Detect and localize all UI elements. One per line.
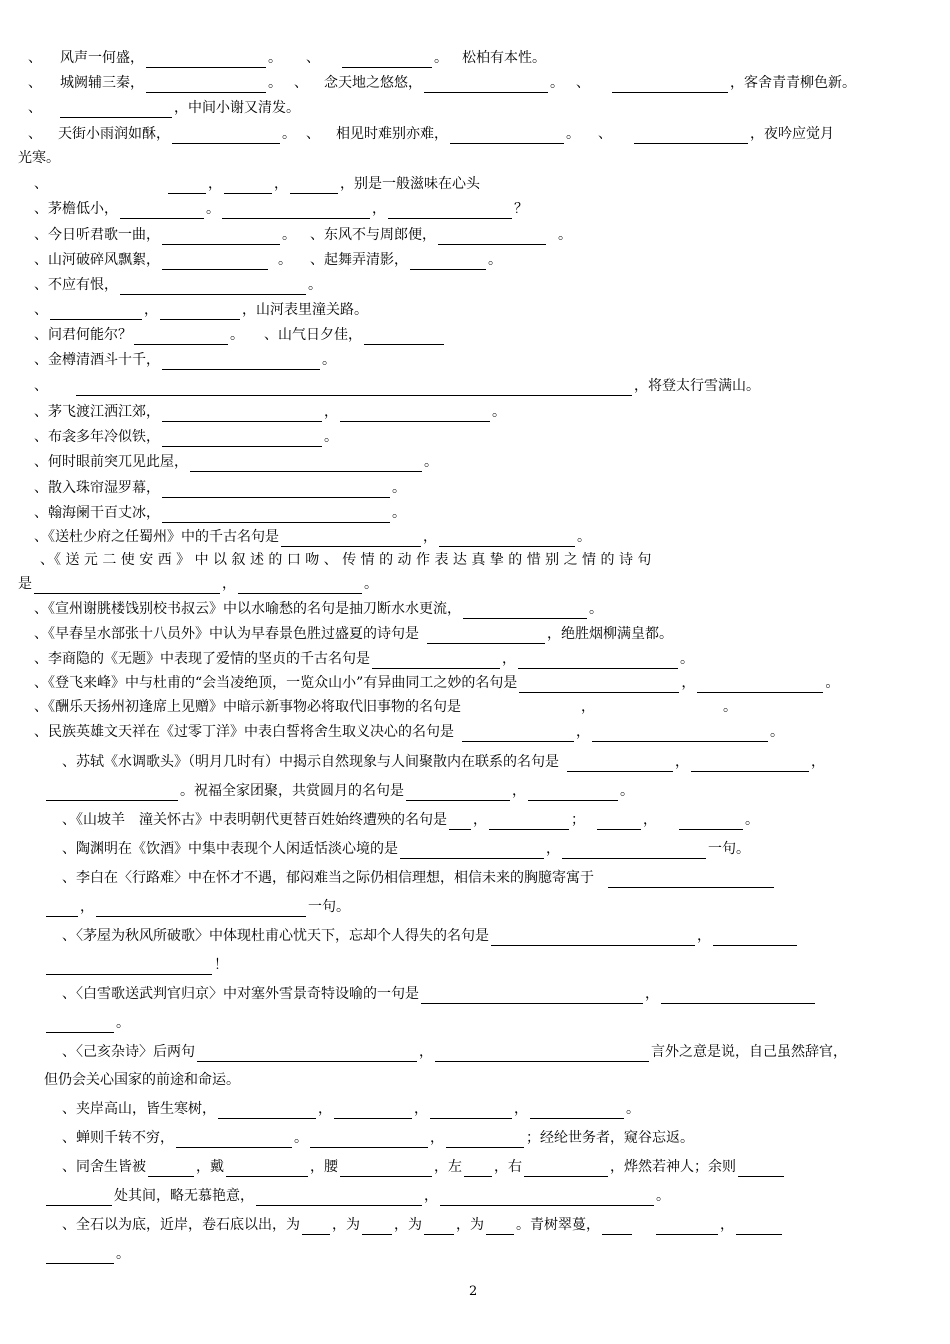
verse-text: 、〈白雪歌送武判官归京〉中对塞外雪景奇特设喻的一句是 bbox=[62, 986, 419, 1002]
verse-text: 。 bbox=[745, 812, 759, 828]
verse-text: 。 bbox=[723, 699, 737, 715]
answer-blank[interactable] bbox=[162, 431, 322, 447]
verse-text: ， bbox=[318, 1101, 332, 1117]
question-row bbox=[62, 926, 799, 946]
question-row bbox=[62, 984, 817, 1004]
verse-text: 。 bbox=[825, 675, 840, 691]
verse-text: ， bbox=[811, 754, 825, 770]
verse-text: 。 bbox=[268, 75, 282, 91]
question-number: 、 bbox=[34, 378, 48, 394]
answer-blank[interactable] bbox=[597, 814, 641, 830]
question-row bbox=[34, 376, 760, 396]
verse-text: ，山河表里潼关路。 bbox=[242, 302, 368, 318]
verse-text: 、今日听君歌一曲， bbox=[34, 227, 160, 243]
verse-text: 。 bbox=[364, 576, 378, 592]
verse-text: 但仍会关心国家的前途和命运。 bbox=[44, 1072, 240, 1088]
question-row bbox=[34, 452, 438, 472]
answer-blank[interactable] bbox=[96, 901, 306, 917]
verse-text: ，左 bbox=[434, 1159, 462, 1175]
verse-text: 。 bbox=[424, 454, 438, 470]
answer-blank[interactable] bbox=[464, 1161, 492, 1177]
verse-text: ，别是一般滋味在心头 bbox=[340, 176, 480, 192]
answer-blank[interactable] bbox=[435, 1046, 649, 1062]
answer-blank[interactable] bbox=[76, 380, 632, 396]
question-row bbox=[34, 478, 406, 498]
question-row-continued bbox=[44, 1070, 240, 1090]
verse-text: 、何时眼前突兀见此屋， bbox=[34, 454, 188, 470]
verse-text: ， bbox=[414, 1101, 428, 1117]
verse-text: 。 bbox=[282, 126, 296, 142]
verse-text: ， bbox=[473, 812, 487, 828]
verse-text: ， bbox=[324, 404, 338, 420]
verse-text: 、散入珠帘湿罗幕， bbox=[34, 480, 160, 496]
verse-text: 、东风不与周郎便， bbox=[310, 227, 436, 243]
question-row bbox=[34, 199, 528, 219]
question-row bbox=[62, 1128, 694, 1148]
verse-text: ，腰 bbox=[310, 1159, 338, 1175]
verse-text: ，为 bbox=[394, 1217, 422, 1233]
answer-blank[interactable] bbox=[168, 178, 206, 194]
verse-text: ，夜吟应觉月 bbox=[750, 126, 834, 142]
verse-text: ，右 bbox=[494, 1159, 522, 1175]
answer-blank[interactable] bbox=[440, 1190, 654, 1206]
verse-text: 。 bbox=[116, 1015, 130, 1031]
question-row bbox=[28, 124, 834, 144]
answer-blank[interactable] bbox=[46, 1017, 114, 1033]
answer-blank[interactable] bbox=[438, 229, 546, 245]
verse-text: 。 bbox=[392, 480, 406, 496]
verse-text: ；经纶世务者，窥谷忘返。 bbox=[526, 1130, 694, 1146]
answer-blank[interactable] bbox=[146, 52, 266, 68]
answer-blank[interactable] bbox=[439, 531, 575, 547]
question-row bbox=[28, 73, 856, 93]
verse-text: 。 bbox=[680, 651, 694, 667]
answer-blank[interactable] bbox=[406, 785, 510, 801]
verse-text: 处其间，略无慕艳意， bbox=[114, 1188, 254, 1204]
verse-text: ， bbox=[643, 812, 657, 828]
verse-text: 。 bbox=[230, 327, 244, 343]
question-row bbox=[34, 599, 603, 619]
verse-text: ，为 bbox=[332, 1217, 360, 1233]
verse-text: ， bbox=[675, 754, 689, 770]
question-row bbox=[34, 225, 572, 245]
verse-text: 一句。 bbox=[708, 841, 750, 857]
verse-text: ， bbox=[372, 201, 386, 217]
answer-blank[interactable] bbox=[421, 988, 643, 1004]
question-row bbox=[34, 697, 737, 717]
question-row bbox=[34, 325, 446, 345]
question-row-continued bbox=[44, 1244, 130, 1264]
verse-text: ， bbox=[80, 899, 94, 915]
answer-blank[interactable] bbox=[713, 930, 797, 946]
answer-blank[interactable] bbox=[50, 304, 142, 320]
answer-blank[interactable] bbox=[519, 677, 679, 693]
verse-text: ， bbox=[208, 176, 222, 192]
verse-text: 。 bbox=[268, 50, 282, 66]
answer-blank[interactable] bbox=[697, 677, 823, 693]
answer-blank[interactable] bbox=[567, 756, 673, 772]
verse-text: 城阙辅三秦， bbox=[60, 75, 144, 91]
verse-text: ，绝胜烟柳满皇都。 bbox=[547, 626, 673, 642]
question-row-continued bbox=[18, 148, 60, 168]
question-row-continued bbox=[44, 955, 228, 975]
verse-text: ， bbox=[430, 1130, 444, 1146]
answer-blank[interactable] bbox=[120, 203, 204, 219]
verse-text: 、翰海阑干百丈冰， bbox=[34, 505, 160, 521]
verse-text: ，将登太行雪满山。 bbox=[634, 378, 760, 394]
verse-text: 、起舞弄清影， bbox=[310, 252, 408, 268]
verse-text: 。 bbox=[324, 429, 338, 445]
verse-text: 。 bbox=[322, 352, 336, 368]
answer-blank[interactable] bbox=[518, 653, 678, 669]
answer-blank[interactable] bbox=[528, 785, 618, 801]
question-row bbox=[62, 1215, 784, 1235]
verse-text: ， bbox=[546, 841, 560, 857]
answer-blank[interactable] bbox=[46, 901, 78, 917]
verse-text: 。 bbox=[206, 201, 220, 217]
answer-blank[interactable] bbox=[530, 1103, 624, 1119]
verse-text: 、苏轼《水调歌头》（明月几时有）中揭示自然现象与人间聚散内在联系的名句是 bbox=[62, 754, 559, 770]
verse-text: 。 bbox=[308, 277, 322, 293]
verse-text: 。 bbox=[434, 50, 448, 66]
verse-text: 、布衾多年冷似铁， bbox=[34, 429, 160, 445]
verse-text: 、《宣州谢朓楼饯别校书叔云》中以水喻愁的名句是抽刀断水水更流， bbox=[34, 601, 461, 617]
answer-blank[interactable] bbox=[224, 178, 272, 194]
answer-blank[interactable] bbox=[489, 814, 569, 830]
answer-blank[interactable] bbox=[162, 482, 390, 498]
question-row bbox=[34, 503, 406, 523]
answer-blank[interactable] bbox=[120, 279, 306, 295]
question-row bbox=[62, 868, 776, 888]
answer-blank[interactable] bbox=[46, 959, 212, 975]
answer-blank[interactable] bbox=[424, 77, 548, 93]
verse-text: 、李商隐的《无题》中表现了爱情的坚贞的千古名句是 bbox=[34, 651, 370, 667]
verse-text: 、《山坡羊 潼关怀古》中表明朝代更替百姓始终遭殃的名句是 bbox=[62, 812, 447, 828]
question-number: 、 bbox=[34, 302, 48, 318]
answer-blank[interactable] bbox=[362, 1219, 392, 1235]
answer-blank[interactable] bbox=[148, 1161, 194, 1177]
answer-blank[interactable] bbox=[736, 1219, 782, 1235]
answer-blank[interactable] bbox=[162, 229, 280, 245]
verse-text: 。 bbox=[492, 404, 506, 420]
verse-text: ， bbox=[274, 176, 288, 192]
answer-blank[interactable] bbox=[524, 1161, 608, 1177]
answer-blank[interactable] bbox=[334, 1103, 412, 1119]
answer-blank[interactable] bbox=[290, 178, 338, 194]
verse-text: 、《酬乐天扬州初逢席上见赠》中暗示新事物必将取代旧事物的名句是 bbox=[34, 699, 461, 715]
verse-text: 。 bbox=[282, 227, 296, 243]
answer-blank[interactable] bbox=[60, 102, 172, 118]
answer-blank[interactable] bbox=[218, 1103, 316, 1119]
verse-text: 相见时难别亦难， bbox=[336, 126, 448, 142]
question-row bbox=[34, 275, 322, 295]
question-row bbox=[40, 550, 651, 570]
verse-text: ， bbox=[581, 699, 595, 715]
question-number: 、 bbox=[34, 176, 48, 192]
answer-blank[interactable] bbox=[388, 203, 512, 219]
question-row-continued bbox=[44, 897, 350, 917]
question-row bbox=[28, 48, 546, 68]
verse-text: 、不应有恨， bbox=[34, 277, 118, 293]
answer-blank[interactable] bbox=[172, 128, 280, 144]
verse-text: ， bbox=[514, 1101, 528, 1117]
answer-blank[interactable] bbox=[661, 988, 815, 1004]
answer-blank[interactable] bbox=[340, 1161, 432, 1177]
answer-blank[interactable] bbox=[738, 1161, 784, 1177]
answer-blank[interactable] bbox=[592, 726, 768, 742]
verse-text: 。 bbox=[626, 1101, 640, 1117]
answer-blank[interactable] bbox=[160, 304, 240, 320]
answer-blank[interactable] bbox=[34, 578, 220, 594]
verse-text: 、蝉则千转不穷， bbox=[62, 1130, 174, 1146]
answer-blank[interactable] bbox=[342, 52, 432, 68]
verse-text: 。 bbox=[620, 783, 634, 799]
answer-blank[interactable] bbox=[46, 785, 178, 801]
verse-text: ， bbox=[645, 986, 659, 1002]
verse-text: 。 bbox=[550, 75, 564, 91]
verse-text: 天街小雨润如酥， bbox=[58, 126, 170, 142]
verse-text: 一句。 bbox=[308, 899, 350, 915]
answer-blank[interactable] bbox=[679, 814, 743, 830]
question-row bbox=[62, 1042, 847, 1062]
question-row bbox=[34, 350, 336, 370]
answer-blank[interactable] bbox=[256, 1190, 422, 1206]
answer-blank[interactable] bbox=[602, 1219, 632, 1235]
question-row-continued bbox=[44, 1013, 130, 1033]
verse-text: ， bbox=[222, 576, 236, 592]
verse-text: 。 bbox=[558, 227, 572, 243]
question-number: 、 bbox=[576, 75, 590, 91]
answer-blank[interactable] bbox=[446, 1132, 524, 1148]
question-row bbox=[34, 300, 368, 320]
question-number: 、 bbox=[28, 100, 42, 116]
question-row bbox=[34, 624, 673, 644]
verse-text: ，烨然若神人；余则 bbox=[610, 1159, 736, 1175]
question-row bbox=[62, 752, 825, 772]
answer-blank[interactable] bbox=[400, 843, 544, 859]
verse-text: 松柏有本性。 bbox=[462, 50, 546, 66]
verse-text: 、《登飞来峰》中与杜甫的“会当凌绝顶，一览众山小”有异曲同工之妙的名句是 bbox=[34, 675, 518, 691]
answer-blank[interactable] bbox=[226, 1161, 308, 1177]
verse-text: 。 bbox=[577, 529, 591, 545]
verse-text: 。 bbox=[116, 1246, 130, 1262]
answer-blank[interactable] bbox=[46, 1190, 112, 1206]
answer-blank[interactable] bbox=[608, 872, 774, 888]
question-number: 、 bbox=[306, 126, 320, 142]
answer-blank[interactable] bbox=[46, 1248, 114, 1264]
answer-blank[interactable] bbox=[463, 603, 587, 619]
verse-text: ， bbox=[720, 1217, 734, 1233]
answer-blank[interactable] bbox=[562, 843, 706, 859]
verse-text: ， bbox=[144, 302, 158, 318]
verse-text: ， bbox=[424, 1188, 438, 1204]
verse-text: ，为 bbox=[456, 1217, 484, 1233]
verse-text: 、李白在〈行路难〉中在怀才不遇，郁闷难当之际仍相信理想，相信未来的胸臆寄寓于 bbox=[62, 870, 594, 886]
question-row bbox=[34, 722, 784, 742]
answer-blank[interactable] bbox=[491, 930, 695, 946]
question-row bbox=[34, 402, 506, 422]
verse-text: ，客舍青青柳色新。 bbox=[730, 75, 856, 91]
question-row bbox=[28, 98, 300, 118]
answer-blank[interactable] bbox=[427, 628, 545, 644]
verse-text: ？ bbox=[514, 201, 528, 217]
answer-blank[interactable] bbox=[450, 128, 564, 144]
answer-blank[interactable] bbox=[691, 756, 809, 772]
verse-text: ， bbox=[512, 783, 526, 799]
question-row bbox=[34, 527, 591, 547]
verse-text: 、《送杜少府之任蜀州》中的千古名句是 bbox=[34, 529, 279, 545]
answer-blank[interactable] bbox=[134, 329, 228, 345]
verse-text: 。 bbox=[392, 505, 406, 521]
answer-blank[interactable] bbox=[340, 406, 490, 422]
answer-blank[interactable] bbox=[162, 507, 390, 523]
verse-text: 、《早春呈水部张十八员外》中认为早春景色胜过盛夏的诗句是 bbox=[34, 626, 419, 642]
answer-blank[interactable] bbox=[146, 77, 266, 93]
answer-blank[interactable] bbox=[302, 1219, 330, 1235]
verse-text: 、《 送 元 二 使 安 西 》 中 以 叙 述 的 口 吻 、 传 情 的 动 作 表 达 真 挚 的 惜 别 之 情 的 诗 句 bbox=[40, 552, 652, 568]
verse-text: ， bbox=[502, 651, 516, 667]
question-number: 、 bbox=[28, 75, 42, 91]
verse-text: 、山气日夕佳， bbox=[264, 327, 362, 343]
question-row bbox=[34, 427, 338, 447]
verse-text: ； bbox=[571, 812, 585, 828]
verse-text: 、夹岸高山，皆生寒树， bbox=[62, 1101, 216, 1117]
answer-blank[interactable] bbox=[424, 1219, 454, 1235]
answer-blank[interactable] bbox=[190, 456, 422, 472]
verse-text: 念天地之悠悠， bbox=[324, 75, 422, 91]
question-number: 、 bbox=[28, 126, 42, 142]
answer-blank[interactable] bbox=[430, 1103, 512, 1119]
verse-text: ，戴 bbox=[196, 1159, 224, 1175]
verse-text: 。 bbox=[294, 1130, 308, 1146]
answer-blank[interactable] bbox=[634, 128, 748, 144]
verse-text: ， bbox=[419, 1044, 433, 1060]
verse-text: 。 bbox=[770, 724, 784, 740]
question-row bbox=[34, 673, 839, 693]
answer-blank[interactable] bbox=[486, 1219, 514, 1235]
verse-text: ， bbox=[697, 928, 711, 944]
verse-text: 、〈己亥杂诗〉后两句 bbox=[62, 1044, 195, 1060]
verse-text: 、〈茅屋为秋风所破歌〉中体现杜甫心忧天下，忘却个人得失的名句是 bbox=[62, 928, 489, 944]
question-row bbox=[34, 250, 502, 270]
verse-text: ， bbox=[576, 724, 590, 740]
question-row bbox=[34, 649, 694, 669]
page-number: 2 bbox=[469, 1284, 478, 1299]
verse-text: ， bbox=[681, 675, 696, 691]
answer-blank[interactable] bbox=[364, 329, 444, 345]
answer-blank[interactable] bbox=[162, 406, 322, 422]
verse-text: 、民族英雄文天祥在《过零丁洋》中表白誓将舍生取义决心的名句是 bbox=[34, 724, 454, 740]
question-number: 、 bbox=[306, 50, 320, 66]
answer-blank[interactable] bbox=[162, 354, 320, 370]
verse-text: 、问君何能尔？ bbox=[34, 327, 132, 343]
answer-blank[interactable] bbox=[372, 653, 500, 669]
question-row bbox=[62, 1157, 786, 1177]
answer-blank[interactable] bbox=[410, 254, 486, 270]
answer-blank[interactable] bbox=[162, 254, 268, 270]
answer-blank[interactable] bbox=[449, 814, 471, 830]
question-row-continued bbox=[44, 781, 634, 801]
verse-text: 。 bbox=[656, 1188, 670, 1204]
verse-text: 。青树翠蔓， bbox=[516, 1217, 600, 1233]
verse-text: ，中间小谢又清发。 bbox=[174, 100, 300, 116]
verse-text: 风声一何盛， bbox=[60, 50, 144, 66]
verse-text: 。 bbox=[488, 252, 502, 268]
verse-text: 。 bbox=[566, 126, 580, 142]
question-row bbox=[62, 1099, 640, 1119]
question-number: 、 bbox=[598, 126, 612, 142]
verse-text: 是 bbox=[18, 576, 32, 592]
answer-blank[interactable] bbox=[310, 1132, 428, 1148]
verse-text: 、同舍生皆被 bbox=[62, 1159, 146, 1175]
question-row-continued bbox=[44, 1186, 670, 1206]
verse-text: 、陶渊明在《饮酒》中集中表现个人闲适恬淡心境的是 bbox=[62, 841, 398, 857]
verse-text: 、茅檐低小， bbox=[34, 201, 118, 217]
answer-blank[interactable] bbox=[656, 1219, 718, 1235]
question-row bbox=[34, 174, 480, 194]
verse-text: 光寒。 bbox=[18, 150, 60, 166]
verse-text: 。 bbox=[589, 601, 603, 617]
question-row-continued bbox=[18, 574, 378, 594]
verse-text: 言外之意是说，自己虽然辞官， bbox=[651, 1044, 847, 1060]
verse-text: 。 bbox=[278, 252, 292, 268]
answer-blank[interactable] bbox=[197, 1046, 417, 1062]
question-row bbox=[62, 839, 750, 859]
verse-text: ！ bbox=[214, 957, 228, 973]
verse-text: ， bbox=[423, 529, 437, 545]
question-number: 、 bbox=[28, 50, 42, 66]
answer-blank[interactable] bbox=[462, 726, 574, 742]
answer-blank[interactable] bbox=[238, 578, 362, 594]
answer-blank[interactable] bbox=[281, 531, 421, 547]
question-row bbox=[62, 810, 759, 830]
verse-text: 、山河破碎风飘絮， bbox=[34, 252, 160, 268]
answer-blank[interactable] bbox=[612, 77, 728, 93]
answer-blank[interactable] bbox=[176, 1132, 292, 1148]
verse-text: 、全石以为底，近岸，卷石底以出，为 bbox=[62, 1217, 300, 1233]
verse-text: 、金樽清酒斗十千， bbox=[34, 352, 160, 368]
verse-text: 。祝福全家团聚，共赏圆月的名句是 bbox=[180, 783, 404, 799]
question-number: 、 bbox=[294, 75, 308, 91]
answer-blank[interactable] bbox=[222, 203, 370, 219]
verse-text: 、茅飞渡江洒江郊， bbox=[34, 404, 160, 420]
